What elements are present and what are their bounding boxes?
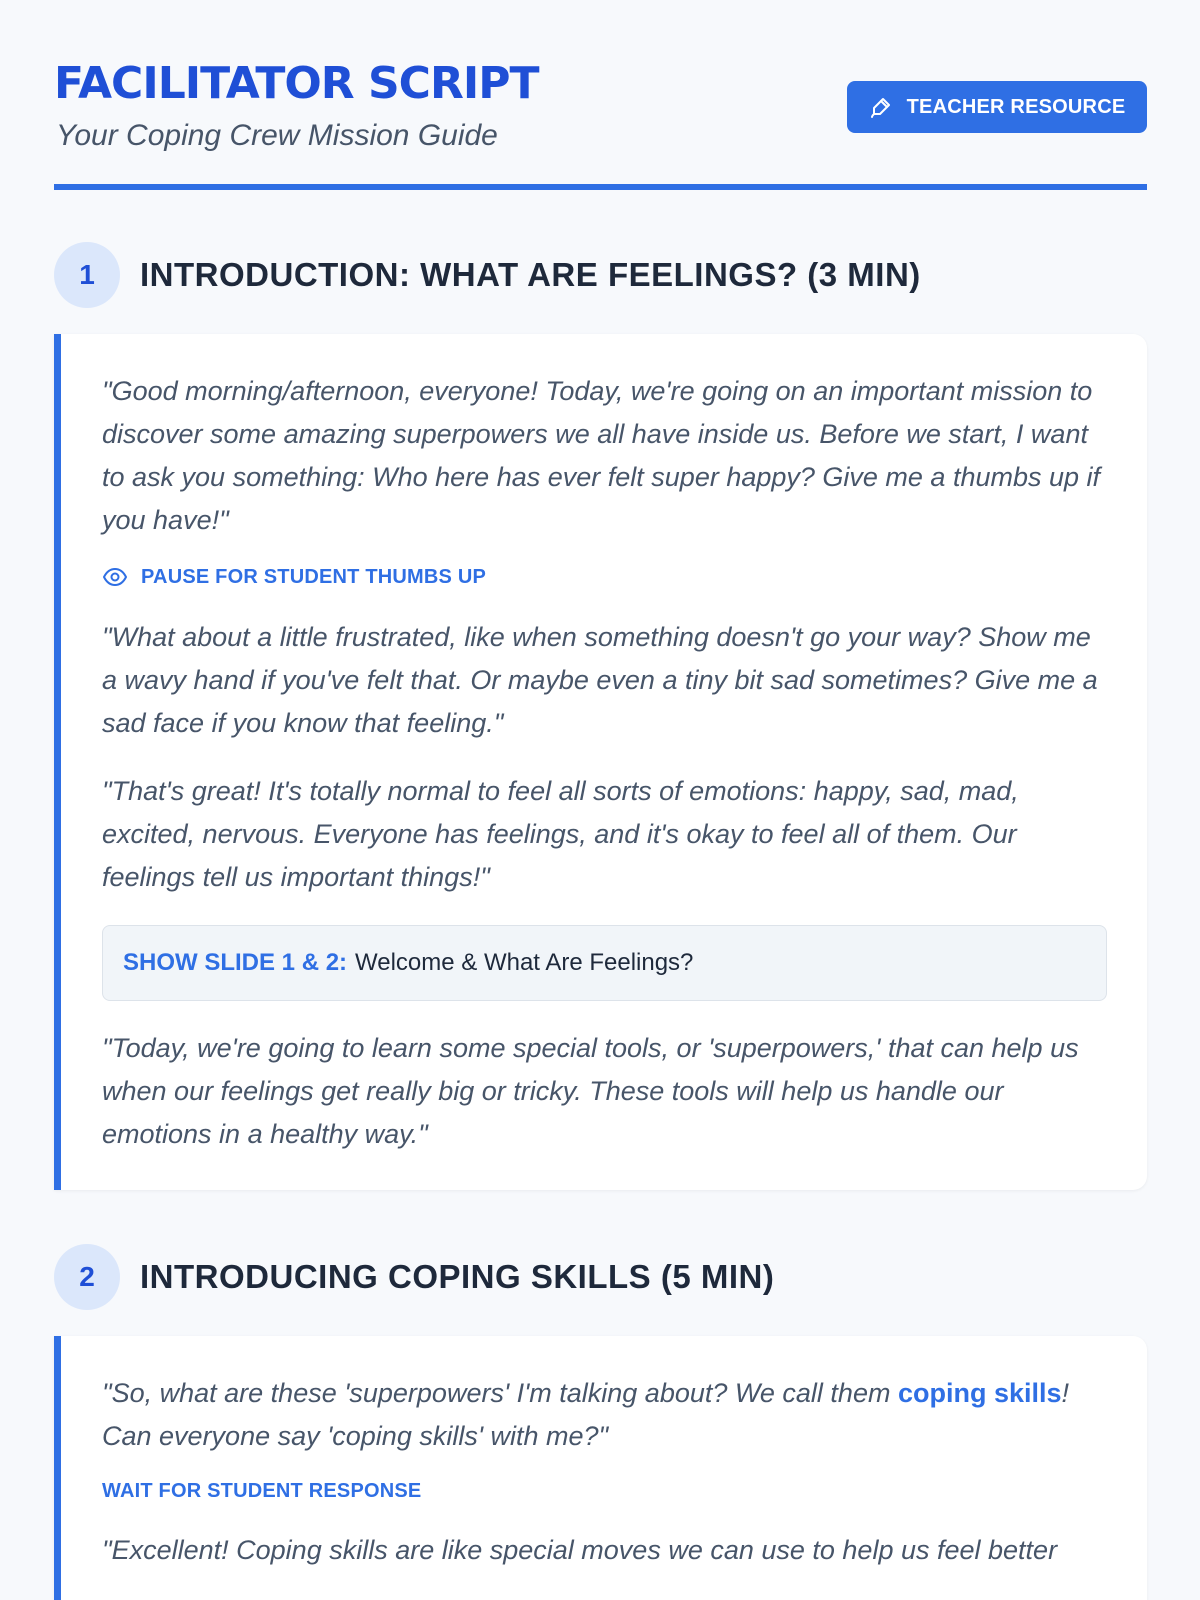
pen-icon — [869, 95, 893, 119]
script-quote: "Today, we're going to learn some special tools, or 'superpowers,' that can help us when our feelings get really big or tricky. These tools will help us handle our emotions in a healthy way." — [102, 1033, 1079, 1149]
page-title: FACILITATOR SCRIPT — [54, 58, 539, 109]
section-number-badge: 1 — [54, 242, 120, 308]
section-2-script-card — [54, 1336, 1147, 1600]
script-quote-text: ! Can everyone say 'coping skills' with me?" — [102, 1378, 1070, 1451]
section-number-badge: 2 — [54, 1244, 120, 1310]
script-quote: "Good morning/afternoon, everyone! Today, we're going on an important mission to discover some amazing superpowers we all have inside us. Before we start, I want to ask you something: Who here has ever felt super happy? Give me a thumbs up if you have!" — [102, 376, 1101, 535]
stage-cue-text: WAIT FOR STUDENT RESPONSE — [102, 1480, 422, 1502]
script-quote — [102, 1372, 1107, 1458]
teacher-resource-button[interactable] — [847, 81, 1147, 133]
script-quote: "Excellent! Coping skills are like special moves we can use to help us feel better — [102, 1535, 1058, 1565]
script-quote: "That's great! It's totally normal to feel all sorts of emotions: happy, sad, mad, excited, nervous. Everyone has feelings, and it's okay to feel all of them. Our feelings tell us important things!" — [102, 776, 1019, 892]
page-subtitle: Your Coping Crew Mission Guide — [56, 119, 498, 152]
teacher-resource-label: TEACHER RESOURCE — [906, 95, 1126, 118]
section-2-heading — [54, 1244, 1147, 1310]
stage-cue — [102, 564, 1107, 590]
key-term-highlight: coping skills — [897, 1378, 1062, 1408]
slide-instruction-value: Welcome & What Are Feelings? — [355, 949, 694, 976]
section-1-heading — [54, 242, 1147, 308]
section-title: INTRODUCING COPING SKILLS (5 MIN) — [140, 1258, 775, 1295]
script-quote-text: "So, what are these 'superpowers' I'm talking about? We call them — [102, 1378, 898, 1408]
stage-cue-text: PAUSE FOR STUDENT THUMBS UP — [141, 565, 487, 588]
stage-cue — [102, 1480, 1107, 1503]
slide-instruction — [102, 925, 1107, 1001]
eye-icon — [102, 564, 128, 590]
section-1-script-card — [54, 334, 1147, 1190]
script-quote: "What about a little frustrated, like when something doesn't go your way? Show me a wavy hand if you've felt that. Or maybe even a tiny bit sad sometimes? Give me a sad face if you know that feeling." — [102, 622, 1098, 738]
section-title: INTRODUCTION: WHAT ARE FEELINGS? (3 MIN) — [140, 256, 921, 293]
page-header — [54, 0, 1147, 190]
facilitator-script-page — [54, 0, 1147, 1600]
slide-instruction-label: SHOW SLIDE 1 & 2: — [123, 949, 348, 976]
